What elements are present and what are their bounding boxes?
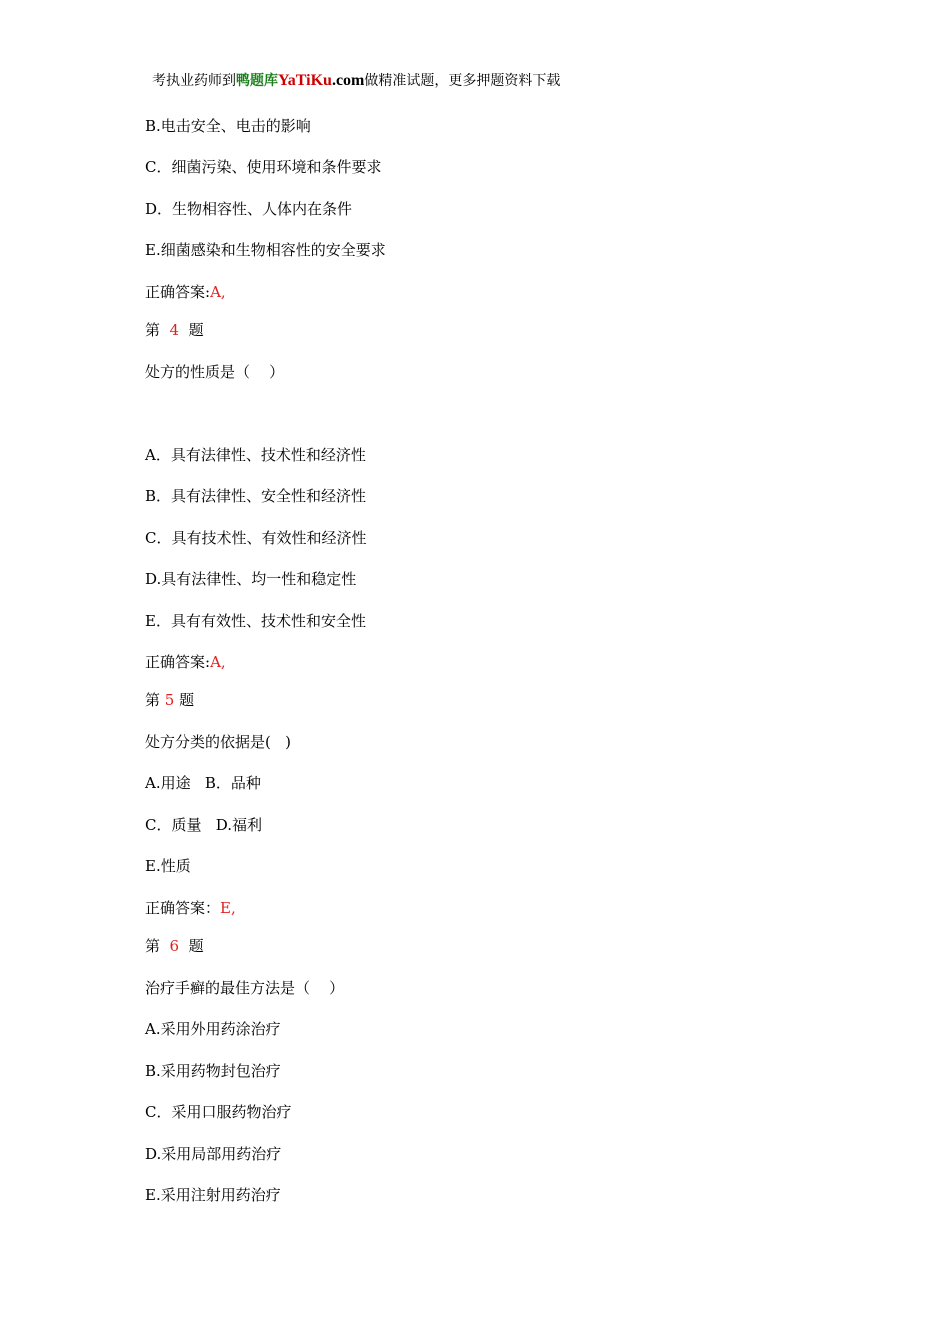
q3-option-c: C．细菌污染、使用环境和条件要求 [145,158,382,176]
header-prefix: 考执业药师到 [152,73,236,89]
q6-option-a: A.采用外用药涂治疗 [145,1020,281,1038]
q4-title [145,320,204,340]
question-number: 4 [169,321,180,339]
q3-answer [145,282,226,302]
site-name-en[interactable]: YaTiKu [278,72,332,89]
q4-option-a: A．具有法律性、技术性和经济性 [145,446,366,464]
answer-label: 正确答案： [145,899,221,917]
q6-option-d: D.采用局部用药治疗 [145,1145,282,1163]
q6-title [145,936,204,956]
q4-question: 处方的性质是（ ） [145,363,285,381]
q4-option-b: B．具有法律性、安全性和经济性 [145,487,367,505]
answer-value: A, [210,653,226,671]
q5-options-ab: A.用途 B．品种 [145,774,261,792]
question-title-suffix: 题 [179,937,204,955]
question-title-prefix: 第 [145,937,170,955]
q5-options-cd: C．质量 D.福利 [145,816,263,834]
q4-answer [145,652,226,672]
site-name-cn[interactable]: 鸭题库 [236,73,278,89]
q3-option-e: E.细菌感染和生物相容性的安全要求 [145,241,386,259]
q6-option-e: E.采用注射用药治疗 [145,1186,281,1204]
question-number: 5 [164,691,175,709]
q5-option-e: E.性质 [145,857,191,875]
q3-option-b: B.电击安全、电击的影响 [145,117,311,135]
q4-option-c: C．具有技术性、有效性和经济性 [145,529,367,547]
q6-option-c: C．采用口服药物治疗 [145,1103,292,1121]
q5-question: 处方分类的依据是( ) [145,733,292,751]
question-title-prefix: 第 [145,691,165,709]
question-title-suffix: 题 [174,691,195,709]
answer-value: E, [220,899,236,917]
question-title-suffix: 题 [179,321,204,339]
q5-title [145,690,194,710]
q5-answer [145,898,236,918]
q6-question: 治疗手癣的最佳方法是（ ） [145,979,345,997]
site-domain[interactable]: .com [331,72,365,89]
page-header [152,70,560,90]
header-suffix: 做精准试题，更多押题资料下载 [364,73,561,89]
q4-option-d: D.具有法律性、均一性和稳定性 [145,570,357,588]
q4-option-e: E．具有有效性、技术性和安全性 [145,612,366,630]
answer-label: 正确答案: [145,653,211,671]
question-title-prefix: 第 [145,321,170,339]
question-number: 6 [169,937,180,955]
answer-label: 正确答案: [145,283,211,301]
q3-option-d: D．生物相容性、人体内在条件 [145,200,353,218]
q6-option-b: B.采用药物封包治疗 [145,1062,281,1080]
answer-value: A, [210,283,226,301]
